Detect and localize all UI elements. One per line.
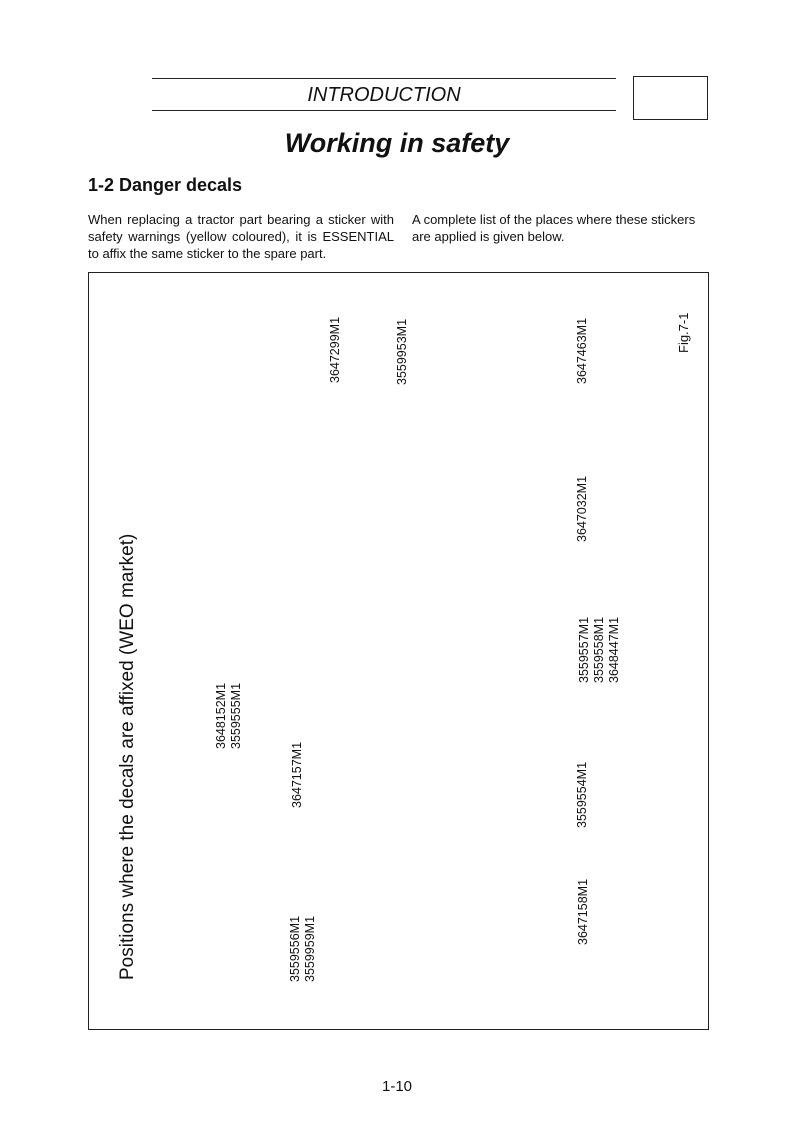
decal-label-group [288, 916, 318, 982]
decal-label-group [290, 742, 305, 808]
chapter-tab-box [633, 76, 708, 120]
decal-code: 3559558M1 [592, 616, 606, 683]
decal-label-group [575, 476, 590, 542]
decal-code: 3559555M1 [229, 682, 243, 749]
page-title: Working in safety [284, 128, 510, 158]
decal-positions-figure [88, 272, 709, 1030]
figure-caption-text: Fig.7-1 [676, 312, 691, 353]
page-number: 1-10 [381, 1078, 413, 1095]
section-header: INTRODUCTION [307, 84, 461, 106]
decal-label-group [214, 683, 244, 749]
intro-paragraph-right: A complete list of the places where these stickers are applied is given below. [412, 212, 696, 244]
decal-label-group [575, 762, 590, 828]
decal-code: 3648447M1 [607, 616, 621, 683]
decal-code: 3559953M1 [395, 318, 409, 385]
figure-caption [676, 313, 691, 353]
decal-code: 3647032M1 [575, 475, 589, 542]
decal-code: 3647158M1 [576, 878, 590, 945]
decal-label-group [395, 319, 410, 385]
header-rule-bottom [152, 110, 616, 111]
subsection-title: 1-2 Danger decals [88, 175, 243, 195]
decal-code: 3559554M1 [575, 761, 589, 828]
figure-heading-text: Positions where the decals are affixed (WEO market) [117, 533, 138, 980]
decal-code: 3647299M1 [328, 316, 342, 383]
decal-code: 3559557M1 [577, 616, 591, 683]
intro-paragraph-left: When replacing a tractor part bearing a sticker with safety warnings (yellow coloured), it is ESSENTIAL to affix the same sticker to the spare part. [88, 212, 394, 261]
decal-code: 3648152M1 [214, 682, 228, 749]
header-rule-top [152, 78, 616, 79]
decal-label-group [577, 617, 622, 683]
decal-code: 3559556M1 [288, 915, 302, 982]
decal-label-group [576, 879, 591, 945]
figure-heading [117, 534, 139, 980]
decal-code: 3647463M1 [575, 317, 589, 384]
decal-code: 3559959M1 [303, 915, 317, 982]
decal-label-group [328, 317, 343, 383]
decal-code: 3647157M1 [290, 741, 304, 808]
decal-label-group [575, 318, 590, 384]
